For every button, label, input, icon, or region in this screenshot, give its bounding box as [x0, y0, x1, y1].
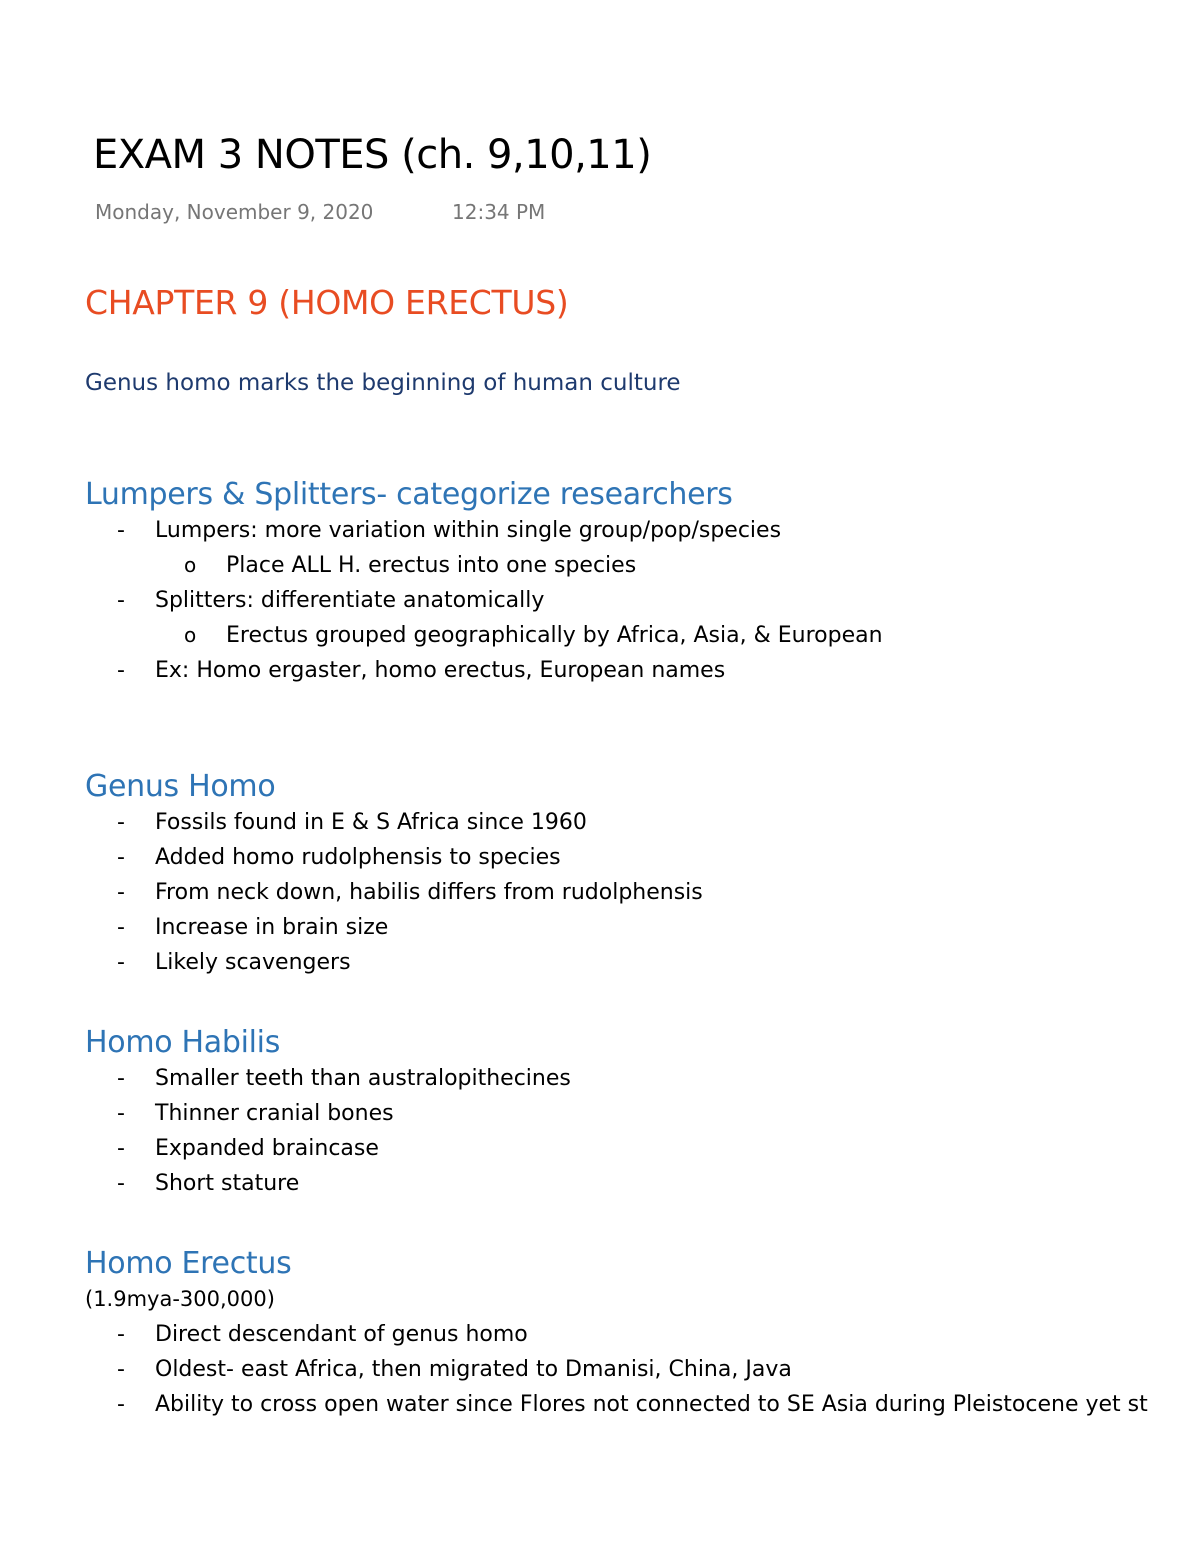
list-item-text: Likely scavengers [155, 950, 351, 975]
bullet-marker: - [117, 1392, 125, 1417]
list-item [85, 1166, 571, 1201]
list-item [85, 1096, 571, 1131]
list-item-text: Thinner cranial bones [155, 1101, 394, 1126]
section-heading: Lumpers & Splitters- categorize researchers [85, 477, 733, 512]
date-range-text: (1.9mya-300,000) [85, 1287, 275, 1311]
list-item [85, 1352, 1200, 1387]
bullet-marker: - [117, 880, 125, 905]
list-item-text: Expanded braincase [155, 1136, 379, 1161]
bullet-marker: - [117, 915, 125, 940]
list-item [85, 945, 703, 980]
list-item [85, 1387, 1200, 1422]
chapter-heading: CHAPTER 9 (HOMO ERECTUS) [85, 283, 569, 322]
bullet-marker: - [117, 1066, 125, 1091]
bullet-marker: - [117, 950, 125, 975]
section-genus-homo [85, 769, 703, 980]
section-homo-habilis [85, 1025, 571, 1201]
list-item [85, 583, 883, 618]
list-item-text: Ex: Homo ergaster, homo erectus, European names [155, 658, 726, 683]
list-item [85, 840, 703, 875]
list-item [85, 513, 883, 548]
list-item [85, 1317, 1200, 1352]
list-item-text: Place ALL H. erectus into one species [226, 553, 637, 578]
list-item-text: Added homo rudolphensis to species [155, 845, 561, 870]
list-item-text: Lumpers: more variation within single group/pop/species [155, 518, 782, 543]
list-item-text: Ability to cross open water since Flores not connected to SE Asia during Pleistocene yet st [155, 1392, 1148, 1417]
list-item-text: Splitters: differentiate anatomically [155, 588, 545, 613]
bullet-list [85, 805, 703, 980]
list-item [85, 1131, 571, 1166]
list-item-text: Oldest- east Africa, then migrated to Dmanisi, China, Java [155, 1357, 792, 1382]
list-item-text: From neck down, habilis differs from rudolphensis [155, 880, 703, 905]
bullet-marker: - [117, 810, 125, 835]
page-date: Monday, November 9, 2020 [95, 200, 374, 224]
intro-text: Genus homo marks the beginning of human culture [85, 370, 681, 396]
list-item [85, 618, 883, 653]
bullet-list [85, 1317, 1200, 1422]
list-item [85, 653, 883, 688]
page-time: 12:34 PM [452, 200, 546, 224]
list-item [85, 875, 703, 910]
bullet-marker: - [117, 1171, 125, 1196]
page-title: EXAM 3 NOTES (ch. 9,10,11) [93, 132, 652, 178]
section-heading: Homo Erectus [85, 1246, 292, 1281]
bullet-list [85, 1061, 571, 1201]
bullet-marker: o [184, 553, 197, 577]
list-item [85, 548, 883, 583]
bullet-marker: - [117, 1101, 125, 1126]
bullet-marker: - [117, 658, 125, 683]
list-item-text: Increase in brain size [155, 915, 389, 940]
bullet-list [85, 513, 883, 688]
bullet-marker: - [117, 1322, 125, 1347]
list-item-text: Erectus grouped geographically by Africa, Asia, & European [226, 623, 883, 648]
section-lumpers-splitters [85, 477, 883, 688]
bullet-marker: - [117, 518, 125, 543]
list-item-text: Short stature [155, 1171, 300, 1196]
list-item-text: Fossils found in E & S Africa since 1960 [155, 810, 587, 835]
bullet-marker: o [184, 623, 197, 647]
bullet-marker: - [117, 845, 125, 870]
bullet-marker: - [117, 1136, 125, 1161]
list-item-text: Smaller teeth than australopithecines [155, 1066, 571, 1091]
section-homo-erectus [85, 1246, 1200, 1436]
list-item [85, 910, 703, 945]
bullet-marker: - [117, 1357, 125, 1382]
section-heading: Homo Habilis [85, 1025, 281, 1060]
section-heading: Genus Homo [85, 769, 276, 804]
bullet-marker: - [117, 588, 125, 613]
list-item-text: Direct descendant of genus homo [155, 1322, 528, 1347]
list-item [85, 805, 703, 840]
list-item [85, 1061, 571, 1096]
